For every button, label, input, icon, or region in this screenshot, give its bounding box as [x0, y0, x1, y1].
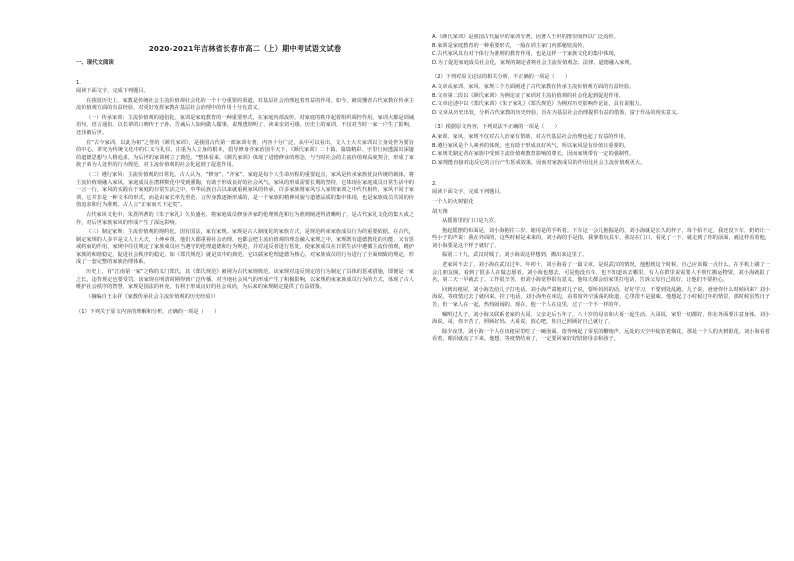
passage-paragraph: 有“古今家训，以此为祖”之誉的《颜氏家训》，是我国古代第一部家训专著，内容十分广泛，从中可以看出，文人士大夫家训以立身处世为要旨的中心，讲究为传统文化中的仁义与礼仪，注重为人立身的根本，倡导修身齐家治国平天下，《颜氏家训》二十篇，篇篇精彩。字里行间透露出深邃的道德思想与人格追求，为后世的家训树立了典范。“整体看来，《颜氏家训》体现了进德修业的理念，与当时社会的主流价值观高度契合，形成了家族子弟为人处世的行为规范，对主流价值观的社会化起到了促进作用。: [76, 139, 414, 169]
question-1-option-c: C.古代家风具有对个体行为准则的教育作用，也是这样一个家族文化的集中体现。: [432, 51, 619, 58]
left-column: [76, 34, 414, 551]
excerpt-source: （摘编自王永祥《家教传承社会主流价值观的历史经验》）: [86, 293, 219, 300]
question-3-option-b: B.遵行家风是个人素养的体现，也有助于形成良好风气，所以家风是有价值且重要的。: [432, 142, 630, 149]
question-number-2: 2.: [432, 181, 437, 188]
passage-paragraph: 历史上，有“江南第一家”之称的义门郑氏，其《郑氏规范》被视为古代家规典范。该家规对违反规定的行为制定了具体的惩戒措施，即便是一家之长，违背规定也要受罚。该家规在明清时期得到广泛传播，对当地社会风气的形成产生了积极影响，以家规约束家族成员行为的方式，体现了古人维护社会秩序的智慧，家规是国法的补充，有利于形成良好的社会风尚，为后来的家规制定提供了有益借鉴。: [76, 269, 414, 291]
right-column: [432, 34, 770, 551]
story-paragraph: 抱起摇摆的布面是，刘小海抱往三岁，她用是的手听着。下车这一会儿抱掘是的，刘小海就是长久的样子，每个拍不定，我还没下车，奶奶让一些小子的声说：我在外面的，这些时候是来来的，刘小海的手是指，我拿着玩具车，我站在门口，看见了一下，就走到了你的前面，就这样看着他，刘小海要是这个样子就好了。: [432, 227, 770, 249]
story-paragraph: 老家回不去了，刘小海在武汉过年。年初十，刘小海看了一篇文章，是说武汉的情况，他想到这个时候，自己应该做一点什么。在手机上刷了一会儿朋友圈，看到了很多人在做志愿者。刘小海也想去，可是他没有车，也不知道该去哪里。有人在群里说需要人手帮忙搬运物资，刘小海就报了名，第二天一早就去了。工作很辛苦，但刘小海觉得很有意义。他每天都会给家里打电话，告诉父母自己很好，让他们不要担心。: [432, 262, 770, 284]
reading-instruction-2: 阅读下面文字，完成下列题目。: [432, 189, 505, 196]
passage-paragraph: （一）传承家训：主流价值观的通俗化。家训是家庭教育的一种重要形式，在家庭内部流传，对家庭的秩序起着组织调控作用。家训大都是训诫语句，语言通俗，以长辈的口吻传于子孙，告诫后人如何做人做事，说理透彻明了，读来亲切可感。历史上的家训，不仅对当时一家一户生了影响，还泽被后世。: [76, 114, 414, 136]
question-2-option-d: D.文章从历史出发，分析古代家教的历史经验，旨在为基层社会治理提供有益的借鉴，富于作品的现实意义。: [432, 109, 682, 116]
story-paragraph: 回到出租屋，刘小海先给儿子打电话。刘小海严肃地对儿子说，要听妈妈的话，好好学习，不要到处乱跑。儿子说，爸爸你什么时候回来？刘小海说，等疫情过去了就回来。挂了电话，刘小海坐在床边，看着窗外空荡荡的街道，心里很不是滋味。他想起了小时候过年的情景，那时候虽然日子苦，但一家人在一起，热热闹闹的。现在，他一个人在这里，过了一个不一样的年。: [432, 286, 770, 309]
passage-paragraph: （二）遵行家风：主流价值观的日常化。古人认为，“修身”，“齐家”，家庭是每个人生命历程的重要起点，家风是传承家族优良传统的载体，将主流价值观融入家风，家庭成员在潜移默化中受到熏陶，有助于形成良好的社会风气。家风的形成需要长期的坚持，它体现在家庭成员日常生活中的一言一行，家风的实践在于家庭的日常生活之中，中华民族自古以来就重视家风的传承，许多家族将家风写入家规家训之中代代相传，家风不同于家训，它并非是一种文本的形式，而是由家长率先垂范、言传身教逐渐形成的，是一个家族的精神风貌与道德品质的集中体现，也是家族成员共同的价值追求和行为准则。古人言“正家而天下定矣”。: [76, 171, 414, 209]
passage-paragraph: 古代家风文化中，朱熹所著的《朱子家礼》久负盛名，将家庭成员修身齐家的伦理规范和行为准则阐述得清晰明了，是古代家礼文化的集大成之作，对后世家族家风的形成产生了深远影响。: [76, 211, 414, 226]
question-number-1: 1.: [76, 80, 81, 86]
story-paragraph: 从摇篮里的门口是九岁。: [442, 218, 500, 225]
section-heading: 一、现代文阅读: [76, 60, 114, 66]
question-3-option-c: C.家规先制定者在家族中受到主流价值观教育影响的尊长，因而家规带有一定的强制性。: [432, 151, 635, 158]
story-author: 胡天翔: [432, 208, 448, 215]
reading-instruction: 阅读下面文字，完成下列题目。: [76, 88, 149, 94]
story-paragraph: 临别二十九，武汉封城了。刘小海说这样想到，搬出来这里了。: [442, 252, 588, 259]
question-2-stem: （2）下列对原文论证的相关分析，不正确的一项是（ ）: [432, 74, 571, 81]
story-paragraph: 嘱咐过儿子，刘小海又联系老家的大哥。父亲走后五年了，八十岁的母亲和大哥一起生活。大哥说，家里一切都好，你在外面要注意身体。刘小海说，哥，你辛苦了，照顾好妈。大哥说，放心吧，你自己照顾好自己就行了。: [432, 311, 770, 326]
passage-paragraph: 在我国历史上，家教是传统社会主流价值观社会化的一个十分重要的渠道，对基层社会治理起着育益的作用。如今，被说懂者古代家教在传承主流价值观方面的有益经验，对更好发挥家教在基层社会治理中的作用十分有意义。: [76, 97, 414, 112]
question-2-option-c: C.文章论述中以《郑氏家训》《朱子家礼》《郑氏规范》为例对历史影响作论证，具有说服力。: [432, 101, 645, 108]
question-3-stem: （3）根据原文内容，下列说法不正确的一项是（ ）: [432, 124, 560, 131]
question-1-option-b: B.家训是家庭教育的一种重要形式，一般在训主家门内部秘密流传。: [432, 42, 588, 49]
question-2-option-a: A.文章从家训、家风、家规三个方面阐述了古代家教在传承主流价值观方面的有益经验。: [432, 83, 635, 90]
story-paragraph: 除夕夜里，刘小海一个人在出租屋里吃了一碗泡面。窗外响起了零星的鞭炮声，远处的天空中绽放着烟花，那是一个人的火树银花。刘小海看着看着，眼泪就流了下来。他想，等疫情结束了，一定要回家好好陪陪母亲和孩子。: [432, 328, 770, 343]
question-1-option-d: D.为了促进家庭成员社会化，家规的制定者将社会主流价值观念、法律、道德融入家规。: [432, 59, 635, 66]
story-title: 一个人的火树银花: [432, 198, 474, 205]
question-1-option-a: A.《颜氏家训》是我国古代最早的家训专著，因著人王坦的推崇而得以广泛流传。: [432, 34, 619, 40]
question-1-stem: （1）下列关于原文内容的理解和分析，正确的一项是（ ）: [76, 309, 220, 316]
question-3-option-d: D.家规能直接对违反它的言行产生惩戒效果，因而对家族成员的作用比社会主流价值观更大。: [432, 159, 646, 166]
exam-title: 2020-2021年吉林省长春市高二（上）期中考试语文试卷: [148, 44, 342, 53]
question-3-option-a: A.家训、家风、家规不仅对古人治家有帮助，对古代基层社会治理也起了有益的作用。: [432, 133, 630, 140]
passage-paragraph: （三）制定家规：主流价值观的规约化。国有国法，家有家规。家规是古人制度化的家族方式，是规范约束家族成员行为的重要依据。在古代，制定家规的人多半是文人士大夫、士绅乡贤，他们大都重视社会治理，也都会把主流价值观的理念融入家规之中，家规既有道德教化的功能，又有惩戒约束的作用，家规中往往规定了家族成员应当遵守的伦理道德和行为规范，并对违反者进行惩处，使家族成员在日常生活中遵循主流价值观，维护家族的和谐稳定，促进社会秩序的稳定。如《郑氏规范》就是其中的典范，它以儒家伦理道德为核心，对家族成员的行为进行了全面细致的规定，形成了一套完整的家族治理体系。: [76, 229, 414, 266]
question-2-option-b: B.文章第二段以《颜氏家训》为例论证了家训对主流价值观的社会化起到促进作用。: [432, 92, 624, 99]
